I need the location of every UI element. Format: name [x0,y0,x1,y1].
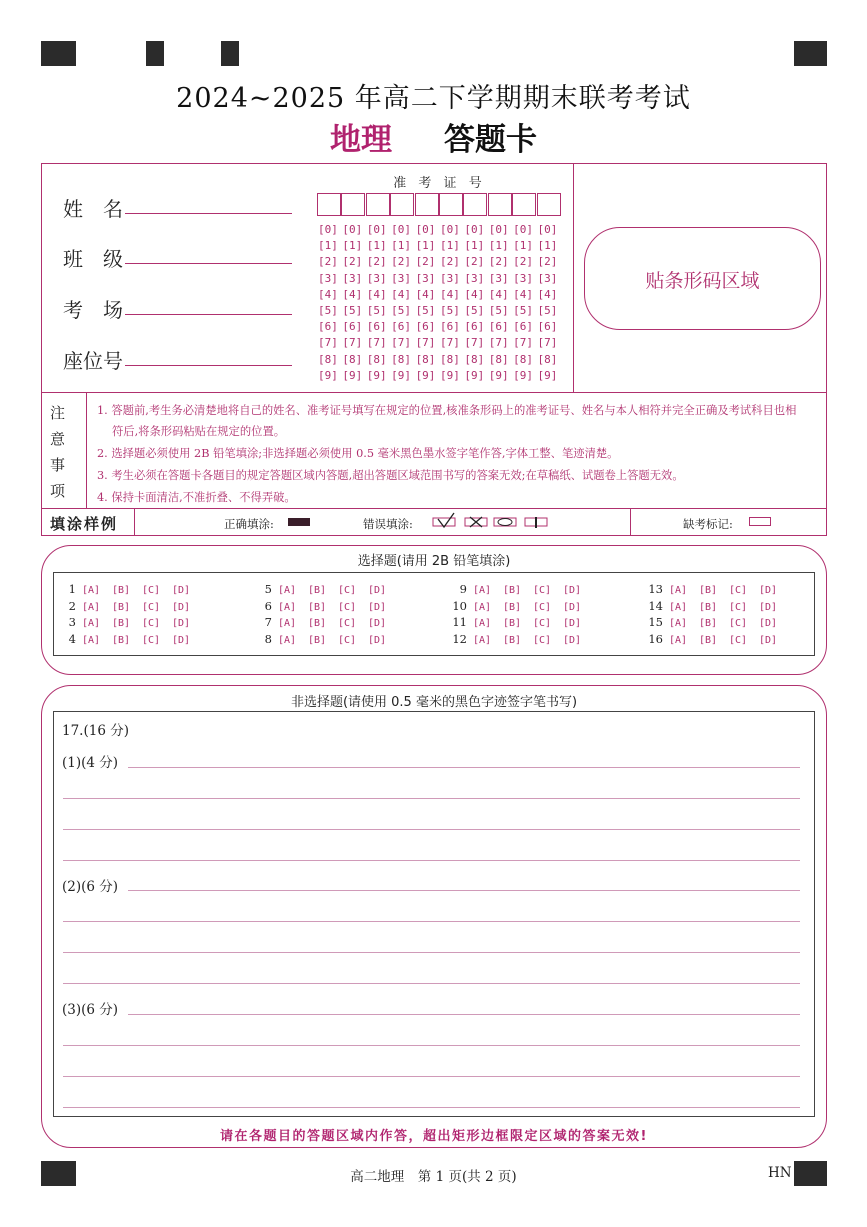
option-bubble[interactable]: [D] [759,585,778,596]
part-label: (1)(4 分) [62,755,119,771]
option-bubble[interactable]: [D] [172,585,191,596]
question-number: 2 [68,598,76,613]
option-bubble[interactable]: [C] [533,634,552,646]
digit-row [318,369,562,382]
card-title [0,114,867,159]
option-bubble[interactable]: [A] [473,585,492,596]
digit-bubble[interactable]: [9] [439,368,460,382]
digit-row [318,336,562,349]
digit-bubble[interactable]: [6] [439,320,460,334]
option-bubble[interactable]: [C] [533,585,552,596]
question-number: 13 [648,582,663,596]
option-bubble[interactable]: [D] [563,585,582,596]
card-label: 答题卡 [444,122,537,158]
answer-line[interactable] [128,890,800,891]
digit-bubble[interactable]: [9] [366,368,387,382]
digit-bubble[interactable]: [7] [318,336,338,350]
digit-row [318,353,562,366]
seat-field[interactable] [125,365,292,366]
digit-bubble[interactable]: [1] [537,239,558,253]
region-code: HN [768,1165,792,1181]
digit-bubble[interactable]: [3] [318,271,338,285]
alignment-mark [41,41,76,66]
digit-bubble[interactable]: [1] [391,239,412,253]
option-bubble[interactable]: [A] [82,601,101,613]
option-bubble[interactable]: [C] [729,585,748,596]
notice-char: 事 [50,456,66,474]
option-bubble[interactable]: [C] [338,634,357,646]
boundary-warning: 请在各题目的答题区域内作答，超出矩形边框限定区域的答案无效! [220,1129,648,1144]
option-bubble[interactable]: [C] [338,618,357,629]
digit-bubble[interactable]: [9] [342,368,363,382]
digit-bubble[interactable]: [1] [439,239,460,253]
digit-bubble[interactable]: [7] [464,336,485,350]
option-bubble[interactable]: [B] [308,601,327,613]
digit-bubble[interactable]: [6] [318,320,338,334]
mc-question-row [58,582,202,596]
digit-bubble[interactable]: [0] [537,223,558,236]
digit-row [318,255,562,268]
digit-bubble[interactable]: [1] [342,239,363,253]
option-bubble[interactable]: [D] [563,618,582,629]
digit-bubble[interactable]: [5] [391,304,412,317]
digit-bubble[interactable]: [7] [342,336,363,350]
notice-item: 4. 保持卡面清洁,不准折叠、不得弄破。 [97,491,296,504]
option-bubble[interactable]: [D] [759,601,778,613]
digit-bubble[interactable]: [6] [366,320,387,334]
exam-number-cell[interactable] [341,193,365,216]
option-bubble[interactable]: [A] [473,618,492,629]
option-bubble[interactable]: [A] [82,618,101,629]
digit-bubble[interactable]: [4] [391,287,412,301]
digit-row [318,223,562,236]
option-bubble[interactable]: [A] [473,601,492,613]
option-bubble[interactable]: [D] [563,634,582,646]
digit-bubble[interactable]: [4] [366,287,387,301]
digit-bubble[interactable]: [8] [318,352,338,366]
option-bubble[interactable]: [B] [112,618,131,629]
alignment-mark [146,41,164,66]
digit-bubble[interactable]: [7] [366,336,387,350]
option-bubble[interactable]: [C] [338,601,357,613]
exam-number-label: 准 考 证 号 [393,176,486,191]
question-number: 10 [452,598,467,613]
digit-row [318,272,562,285]
option-bubble[interactable]: [D] [368,618,387,629]
option-bubble[interactable]: [D] [368,585,387,596]
class-field[interactable] [125,263,292,264]
correct-fill-mark [288,518,310,526]
exam-number-cell[interactable] [439,193,463,216]
digit-bubble[interactable]: [4] [318,287,338,301]
name-label: 姓 名 [63,197,123,221]
question-number: 15 [648,615,663,629]
exam-number-cell[interactable] [537,193,561,216]
exam-number-cell[interactable] [512,193,536,216]
digit-bubble[interactable]: [2] [488,255,509,269]
option-bubble[interactable]: [B] [308,585,327,596]
option-bubble[interactable]: [A] [278,634,297,646]
digit-bubble[interactable]: [4] [537,287,558,301]
digit-bubble[interactable]: [3] [342,271,363,285]
option-bubble[interactable]: [B] [308,618,327,629]
mc-question-row [254,599,398,613]
digit-bubble[interactable]: [9] [488,368,509,382]
answer-line[interactable] [128,1014,800,1015]
digit-bubble[interactable]: [3] [464,271,485,285]
question-number: 3 [68,615,76,629]
wrong-fill-label: 错误填涂: [363,517,413,531]
digit-bubble[interactable]: [3] [391,271,412,285]
option-bubble[interactable]: [C] [533,601,552,613]
mc-question-row [254,615,398,629]
digit-bubble[interactable]: [8] [366,352,387,366]
option-bubble[interactable]: [B] [308,634,327,646]
option-bubble[interactable]: [C] [729,634,748,646]
mc-question-row [645,599,789,613]
digit-bubble[interactable]: [8] [537,352,558,366]
digit-bubble[interactable]: [6] [391,320,412,334]
digit-bubble[interactable]: [0] [439,223,460,236]
digit-bubble[interactable]: [0] [464,223,485,236]
option-bubble[interactable]: [D] [759,618,778,629]
exam-number-cell[interactable] [317,193,341,216]
exam-title: 2024~2025 年高二下学期期末联考考试 [176,83,691,114]
digit-row [318,239,562,252]
notice-title [50,402,65,506]
digit-bubble[interactable]: [5] [513,304,533,317]
digit-bubble[interactable]: [4] [513,287,533,301]
digit-bubble[interactable]: [2] [537,255,558,269]
answer-area[interactable] [53,711,815,1117]
digit-bubble[interactable]: [0] [513,223,533,236]
digit-bubble[interactable]: [9] [391,368,412,382]
correct-fill-label: 正确填涂: [224,517,274,531]
digit-row [318,320,562,333]
digit-bubble[interactable]: [9] [464,368,485,382]
digit-bubble[interactable]: [1] [415,239,436,253]
digit-bubble[interactable]: [5] [342,304,363,317]
part-label: (2)(6 分) [62,879,119,895]
answer-line[interactable] [63,952,800,953]
exam-number-cell[interactable] [463,193,487,216]
notice-item: 3. 考生必须在答题卡各题目的规定答题区域内答题,超出答题区域范围书写的答案无效;在草稿纸、试题卷上答题无效。 [97,469,684,482]
digit-bubble[interactable]: [4] [439,287,460,301]
exam-number-cell[interactable] [415,193,439,216]
divider [134,508,135,536]
digit-bubble[interactable]: [8] [488,352,509,366]
absent-mark-box[interactable] [749,517,771,526]
digit-bubble[interactable]: [6] [342,320,363,334]
option-bubble[interactable]: [C] [142,601,161,613]
digit-bubble[interactable]: [5] [464,304,485,317]
digit-bubble[interactable]: [0] [488,223,509,236]
digit-bubble[interactable]: [8] [391,352,412,366]
mc-question-row [645,632,789,646]
digit-bubble[interactable]: [5] [439,304,460,317]
digit-bubble[interactable]: [7] [488,336,509,350]
part-label: (3)(6 分) [62,1002,119,1018]
option-bubble[interactable]: [A] [278,618,297,629]
mc-question-row [58,632,202,646]
digit-row [318,304,562,317]
digit-bubble[interactable]: [4] [488,287,509,301]
mc-question-row [254,582,398,596]
digit-row [318,288,562,301]
exam-number-cell[interactable] [390,193,414,216]
answer-line[interactable] [63,983,800,984]
option-bubble[interactable]: [A] [669,618,688,629]
option-bubble[interactable]: [A] [669,634,688,646]
answer-line[interactable] [63,1076,800,1077]
option-bubble[interactable]: [B] [503,634,522,646]
question-number: 7 [264,615,272,629]
option-bubble[interactable]: [B] [699,634,718,646]
option-bubble[interactable]: [A] [82,634,101,646]
option-bubble[interactable]: [D] [172,618,191,629]
mc-question-row [449,615,593,629]
digit-bubble[interactable]: [2] [439,255,460,269]
alignment-mark [794,41,827,66]
digit-bubble[interactable]: [6] [513,320,533,334]
option-bubble[interactable]: [B] [503,585,522,596]
digit-bubble[interactable]: [6] [464,320,485,334]
option-bubble[interactable]: [C] [142,585,161,596]
digit-bubble[interactable]: [6] [537,320,558,334]
option-bubble[interactable]: [C] [338,585,357,596]
question-number: 9 [459,582,467,596]
mc-question-row [645,582,789,596]
mc-question-row [58,599,202,613]
mc-question-row [449,632,593,646]
divider [86,392,87,509]
digit-bubble[interactable]: [5] [318,304,338,317]
answer-line[interactable] [63,860,800,861]
question-number: 5 [264,582,272,596]
option-bubble[interactable]: [C] [729,618,748,629]
digit-bubble[interactable]: [0] [342,223,363,236]
mc-question-row [449,599,593,613]
digit-bubble[interactable]: [1] [366,239,387,253]
digit-bubble[interactable]: [8] [513,352,533,366]
class-label: 班 级 [63,247,123,271]
digit-bubble[interactable]: [9] [415,368,436,382]
option-bubble[interactable]: [A] [278,601,297,613]
option-bubble[interactable]: [D] [368,601,387,613]
mc-question-row [254,632,398,646]
option-bubble[interactable]: [A] [82,585,101,596]
digit-bubble[interactable]: [2] [391,255,412,269]
exam-number-cell[interactable] [366,193,390,216]
digit-bubble[interactable]: [4] [464,287,485,301]
digit-bubble[interactable]: [6] [415,320,436,334]
option-bubble[interactable]: [D] [563,601,582,613]
digit-bubble[interactable]: [2] [464,255,485,269]
digit-bubble[interactable]: [1] [513,239,533,253]
option-bubble[interactable]: [B] [503,618,522,629]
digit-bubble[interactable]: [9] [513,368,533,382]
digit-bubble[interactable]: [5] [488,304,509,317]
digit-bubble[interactable]: [4] [342,287,363,301]
exam-number-cell[interactable] [488,193,512,216]
option-bubble[interactable]: [B] [699,601,718,613]
digit-bubble[interactable]: [7] [439,336,460,350]
option-bubble[interactable]: [B] [112,585,131,596]
digit-bubble[interactable]: [0] [391,223,412,236]
answer-line[interactable] [63,829,800,830]
option-bubble[interactable]: [B] [699,585,718,596]
option-bubble[interactable]: [C] [142,618,161,629]
digit-bubble[interactable]: [1] [488,239,509,253]
mc-question-row [645,615,789,629]
notice-char: 意 [50,430,66,448]
answer-line[interactable] [63,798,800,799]
digit-bubble[interactable]: [7] [513,336,533,350]
notice-item: 符后,将条形码粘贴在规定的位置。 [112,425,286,438]
option-bubble[interactable]: [C] [533,618,552,629]
option-bubble[interactable]: [A] [669,601,688,613]
digit-bubble[interactable]: [8] [464,352,485,366]
digit-bubble[interactable]: [3] [415,271,436,285]
digit-bubble[interactable]: [5] [415,304,436,317]
option-bubble[interactable]: [A] [278,585,297,596]
answer-line[interactable] [128,767,800,768]
divider [630,508,631,536]
option-bubble[interactable]: [D] [172,601,191,613]
answer-line[interactable] [63,921,800,922]
digit-bubble[interactable]: [3] [366,271,387,285]
digit-bubble[interactable]: [2] [513,255,533,269]
digit-bubble[interactable]: [2] [342,255,363,269]
option-bubble[interactable]: [C] [142,634,161,646]
digit-bubble[interactable]: [4] [415,287,436,301]
mc-question-row [449,582,593,596]
digit-bubble[interactable]: [2] [366,255,387,269]
answer-line[interactable] [63,1107,800,1108]
mc-question-row [58,615,202,629]
digit-bubble[interactable]: [7] [537,336,558,350]
option-bubble[interactable]: [B] [503,601,522,613]
digit-bubble[interactable]: [3] [513,271,533,285]
room-field[interactable] [125,314,292,315]
question-number: 4 [68,631,76,646]
digit-bubble[interactable]: [8] [342,352,363,366]
question-number: 12 [452,631,467,646]
digit-bubble[interactable]: [7] [391,336,412,350]
digit-bubble[interactable]: [5] [366,304,387,317]
notice-item: 1. 答题前,考生务必清楚地将自己的姓名、准考证号填写在规定的位置,核准条形码上的准考证号、姓名与本人相符并完全正确及考试科目也相 [97,404,797,417]
open-title: 非选择题(请使用 0.5 毫米的黑色字迹签字笔书写) [290,695,578,710]
question-number: 6 [264,598,272,613]
room-label: 考 场 [63,298,123,322]
option-bubble[interactable]: [D] [172,634,191,646]
digit-bubble[interactable]: [1] [464,239,485,253]
digit-bubble[interactable]: [3] [537,271,558,285]
subject-name: 地理 [330,122,392,158]
notice-char: 注 [50,404,66,422]
option-bubble[interactable]: [A] [669,585,688,596]
option-bubble[interactable]: [D] [759,634,778,646]
digit-bubble[interactable]: [7] [415,336,436,350]
digit-bubble[interactable]: [0] [318,223,338,236]
option-bubble[interactable]: [B] [699,618,718,629]
digit-bubble[interactable]: [0] [415,223,436,236]
absent-mark-label: 缺考标记: [683,517,733,531]
option-bubble[interactable]: [B] [112,634,131,646]
question-label: 17.(16 分) [62,723,129,739]
digit-bubble[interactable]: [8] [415,352,436,366]
digit-bubble[interactable]: [2] [415,255,436,269]
notice-char: 项 [50,482,66,500]
digit-bubble[interactable]: [2] [318,255,338,269]
notice-item: 2. 选择题必须使用 2B 铅笔填涂;非选择题必须使用 0.5 毫米黑色墨水签字笔作答,字体工整、笔迹清楚。 [97,447,619,460]
digit-bubble[interactable]: [3] [439,271,460,285]
answer-line[interactable] [63,1045,800,1046]
digit-bubble[interactable]: [0] [366,223,387,236]
mc-title: 选择题(请用 2B 铅笔填涂) [357,554,511,569]
question-number: 11 [452,615,467,629]
digit-bubble[interactable]: [3] [488,271,509,285]
digit-bubble[interactable]: [1] [318,239,338,253]
question-number: 8 [264,631,272,646]
page-number: 高二地理 第 1 页(共 2 页) [350,1169,517,1185]
question-number: 16 [648,631,663,646]
option-bubble[interactable]: [A] [473,634,492,646]
seat-label: 座位号 [63,349,123,373]
digit-bubble[interactable]: [9] [318,368,338,382]
divider [573,163,574,393]
alignment-mark [221,41,239,66]
name-field[interactable] [125,213,292,214]
question-number: 1 [68,582,76,596]
question-number: 14 [648,598,663,613]
digit-bubble[interactable]: [6] [488,320,509,334]
barcode-label: 贴条形码区域 [645,270,760,292]
option-bubble[interactable]: [B] [112,601,131,613]
digit-bubble[interactable]: [8] [439,352,460,366]
wrong-fill-marks [430,512,550,532]
digit-bubble[interactable]: [5] [537,304,558,317]
fill-example-label: 填涂样例 [50,515,119,533]
option-bubble[interactable]: [C] [729,601,748,613]
digit-bubble[interactable]: [9] [537,368,558,382]
option-bubble[interactable]: [D] [368,634,387,646]
